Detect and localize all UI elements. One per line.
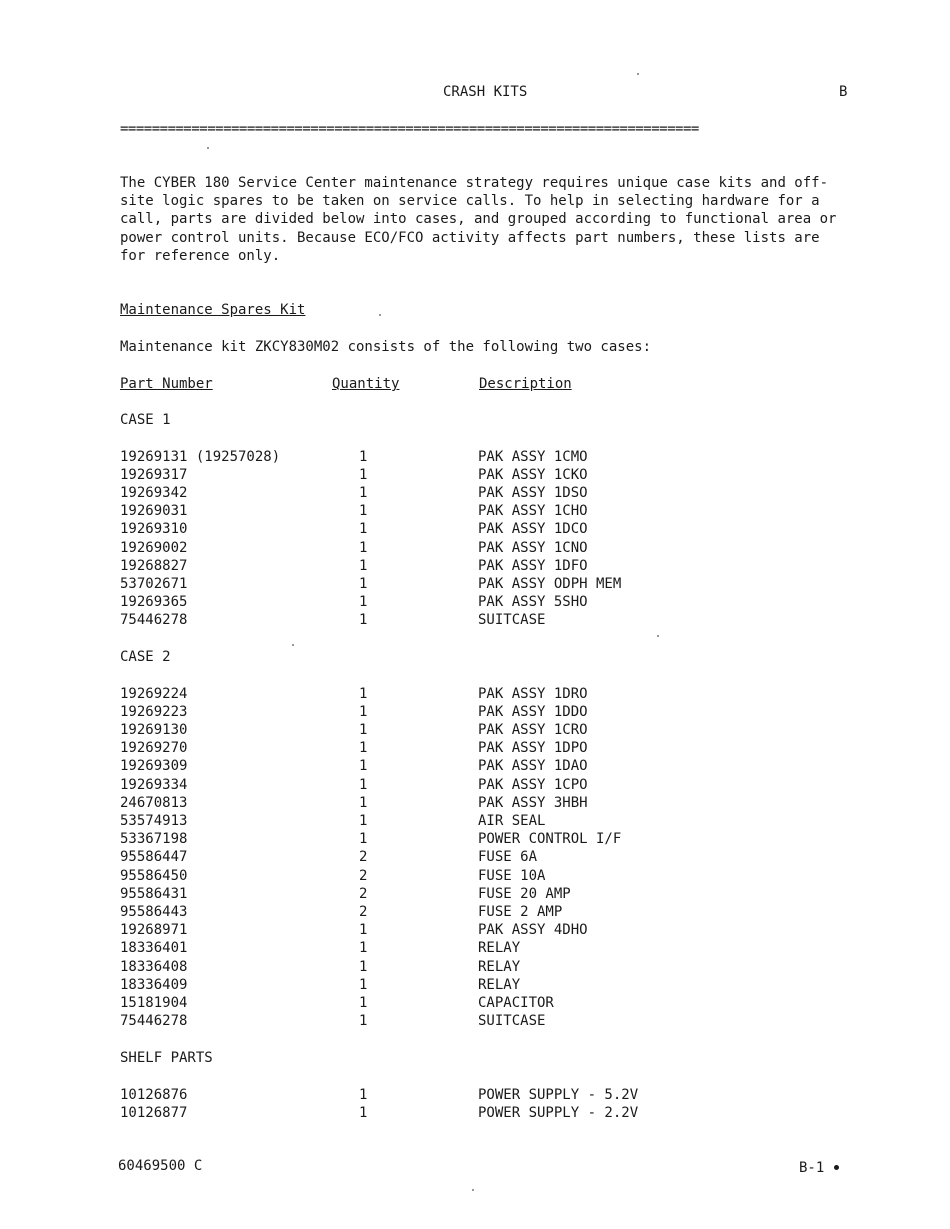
description: PAK ASSY 1DSO xyxy=(478,484,588,501)
table-row xyxy=(0,812,950,830)
part-number: 10126876 xyxy=(120,1086,188,1103)
description: PAK ASSY 1DDO xyxy=(478,703,588,720)
quantity: 1 xyxy=(359,466,368,483)
part-number: 19268827 xyxy=(120,557,188,574)
part-number: 19269130 xyxy=(120,721,188,738)
description: PAK ASSY 1DPO xyxy=(478,740,588,757)
quantity: 1 xyxy=(359,958,368,975)
quantity: 1 xyxy=(359,831,368,848)
part-number: 19269334 xyxy=(120,776,188,793)
table-row xyxy=(0,502,950,520)
part-number: 18336408 xyxy=(120,958,188,975)
description: POWER SUPPLY - 5.2V xyxy=(478,1086,639,1103)
description: PAK ASSY ODPH MEM xyxy=(478,575,622,592)
table-row xyxy=(0,958,950,976)
quantity: 1 xyxy=(359,557,368,574)
part-number: 19269270 xyxy=(120,740,188,757)
page-title: CRASH KITS xyxy=(443,84,528,100)
table-row xyxy=(0,575,950,593)
quantity: 1 xyxy=(359,812,368,829)
description: PAK ASSY 1CPO xyxy=(478,776,588,793)
kit-heading: Maintenance Spares Kit xyxy=(120,302,306,318)
table-row xyxy=(0,939,950,957)
page-mark-dot xyxy=(834,1165,839,1170)
description: PAK ASSY 1CKO xyxy=(478,466,588,483)
intro-paragraph: The CYBER 180 Service Center maintenance strategy requires unique case kits and off-site logic spares to be taken on service calls. To help in selecting hardware for a call, parts are divided below into cases, and grouped according to functional area or power control units. Because ECO/FCO activity affects part numbers, these lists are for reference only. xyxy=(120,175,837,264)
scan-speck xyxy=(657,635,659,637)
part-number: 95586450 xyxy=(120,867,188,884)
table-row xyxy=(0,976,950,994)
quantity: 1 xyxy=(359,703,368,720)
scan-speck xyxy=(637,73,639,75)
part-number: 19269031 xyxy=(120,503,188,520)
group-title: SHELF PARTS xyxy=(120,1050,213,1066)
part-number: 53574913 xyxy=(120,812,188,829)
quantity: 1 xyxy=(359,1013,368,1030)
quantity: 1 xyxy=(359,448,368,465)
table-row xyxy=(0,721,950,739)
document-number: 60469500 C xyxy=(118,1158,203,1174)
part-number: 24670813 xyxy=(120,794,188,811)
description: POWER SUPPLY - 2.2V xyxy=(478,1104,639,1121)
quantity: 1 xyxy=(359,994,368,1011)
table-row xyxy=(0,885,950,903)
part-number: 53367198 xyxy=(120,831,188,848)
description: PAK ASSY 1DRO xyxy=(478,685,588,702)
table-row xyxy=(0,830,950,848)
quantity: 1 xyxy=(359,922,368,939)
description: PAK ASSY 1CHO xyxy=(478,503,588,520)
quantity: 1 xyxy=(359,758,368,775)
part-number: 10126877 xyxy=(120,1104,188,1121)
description: AIR SEAL xyxy=(478,812,546,829)
table-row xyxy=(0,739,950,757)
column-header-description: Description xyxy=(479,376,572,392)
quantity: 1 xyxy=(359,575,368,592)
quantity: 1 xyxy=(359,1086,368,1103)
description: FUSE 2 AMP xyxy=(478,903,563,920)
part-number: 19269342 xyxy=(120,484,188,501)
description: RELAY xyxy=(478,976,521,993)
part-number: 53702671 xyxy=(120,575,188,592)
header-rule: ========================================================================= xyxy=(120,121,699,137)
table-row xyxy=(0,848,950,866)
table-row xyxy=(0,448,950,466)
quantity: 2 xyxy=(359,849,368,866)
description: PAK ASSY 3HBH xyxy=(478,794,588,811)
quantity: 2 xyxy=(359,867,368,884)
quantity: 1 xyxy=(359,484,368,501)
group-title: CASE 1 xyxy=(120,412,171,428)
quantity: 1 xyxy=(359,521,368,538)
part-number: 19269310 xyxy=(120,521,188,538)
description: RELAY xyxy=(478,958,521,975)
part-number: 95586431 xyxy=(120,885,188,902)
part-number: 19268971 xyxy=(120,922,188,939)
table-row xyxy=(0,794,950,812)
description: PAK ASSY 5SHO xyxy=(478,594,588,611)
quantity: 1 xyxy=(359,612,368,629)
table-row xyxy=(0,703,950,721)
quantity: 1 xyxy=(359,976,368,993)
table-row xyxy=(0,466,950,484)
description: FUSE 20 AMP xyxy=(478,885,571,902)
description: SUITCASE xyxy=(478,1013,546,1030)
part-number: 15181904 xyxy=(120,994,188,1011)
quantity: 1 xyxy=(359,721,368,738)
section-letter: B xyxy=(839,84,848,100)
table-row xyxy=(0,1086,950,1104)
part-number: 19269365 xyxy=(120,594,188,611)
description: PAK ASSY 1CMO xyxy=(478,448,588,465)
table-row xyxy=(0,593,950,611)
description: FUSE 6A xyxy=(478,849,538,866)
table-row xyxy=(0,776,950,794)
description: PAK ASSY 1DCO xyxy=(478,521,588,538)
quantity: 2 xyxy=(359,903,368,920)
description: POWER CONTROL I/F xyxy=(478,831,622,848)
part-number: 19269223 xyxy=(120,703,188,720)
quantity: 1 xyxy=(359,594,368,611)
part-number: 75446278 xyxy=(120,1013,188,1030)
table-row xyxy=(0,557,950,575)
column-header-part-number: Part Number xyxy=(120,376,213,392)
table-row xyxy=(0,757,950,775)
kit-description: Maintenance kit ZKCY830M02 consists of the following two cases: xyxy=(120,339,652,355)
quantity: 1 xyxy=(359,685,368,702)
quantity: 1 xyxy=(359,940,368,957)
part-number: 19269317 xyxy=(120,466,188,483)
part-number: 75446278 xyxy=(120,612,188,629)
description: PAK ASSY 1DAO xyxy=(478,758,588,775)
part-number: 19269309 xyxy=(120,758,188,775)
quantity: 1 xyxy=(359,503,368,520)
description: PAK ASSY 1CNO xyxy=(478,539,588,556)
table-row xyxy=(0,539,950,557)
scan-speck xyxy=(379,314,381,316)
quantity: 1 xyxy=(359,1104,368,1121)
part-number: 19269224 xyxy=(120,685,188,702)
table-row xyxy=(0,1012,950,1030)
scan-speck xyxy=(207,147,209,149)
group-title: CASE 2 xyxy=(120,649,171,665)
part-number: 18336401 xyxy=(120,940,188,957)
description: PAK ASSY 1DFO xyxy=(478,557,588,574)
description: PAK ASSY 4DHO xyxy=(478,922,588,939)
description: SUITCASE xyxy=(478,612,546,629)
part-number: 19269131 (19257028) xyxy=(120,448,281,465)
scan-speck xyxy=(292,644,294,646)
page-number: B-1 xyxy=(799,1160,825,1176)
table-row xyxy=(0,520,950,538)
quantity: 1 xyxy=(359,539,368,556)
table-row xyxy=(0,994,950,1012)
part-number: 95586447 xyxy=(120,849,188,866)
quantity: 2 xyxy=(359,885,368,902)
table-row xyxy=(0,685,950,703)
scan-speck xyxy=(472,1189,474,1191)
description: FUSE 10A xyxy=(478,867,546,884)
part-number: 18336409 xyxy=(120,976,188,993)
description: PAK ASSY 1CRO xyxy=(478,721,588,738)
table-row xyxy=(0,921,950,939)
quantity: 1 xyxy=(359,776,368,793)
table-row xyxy=(0,903,950,921)
description: CAPACITOR xyxy=(478,994,554,1011)
table-row xyxy=(0,484,950,502)
quantity: 1 xyxy=(359,794,368,811)
table-row xyxy=(0,611,950,629)
part-number: 19269002 xyxy=(120,539,188,556)
column-header-quantity: Quantity xyxy=(332,376,400,392)
quantity: 1 xyxy=(359,740,368,757)
table-row xyxy=(0,1104,950,1122)
description: RELAY xyxy=(478,940,521,957)
part-number: 95586443 xyxy=(120,903,188,920)
table-row xyxy=(0,867,950,885)
